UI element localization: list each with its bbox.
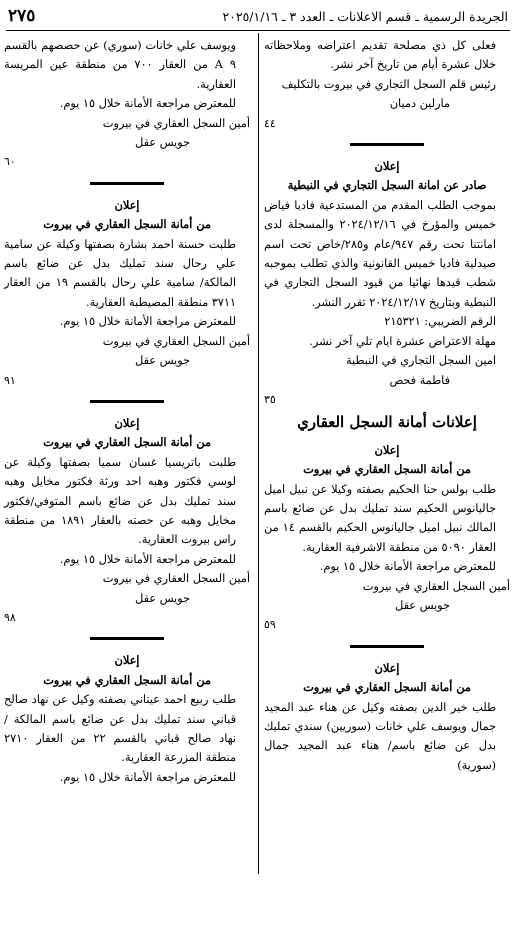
objection-deadline: مهلة الاعتراض عشرة ايام تلي آخر نشر. bbox=[309, 334, 496, 348]
signature-name: جويس عقل bbox=[395, 598, 450, 612]
signature-name: فاطمة فحص bbox=[389, 373, 450, 387]
office-line: أمين السجل العقاري في بيروت bbox=[102, 116, 250, 130]
signature-name: جويس عقل bbox=[135, 136, 190, 150]
objection-note: للمعترض مراجعة الأمانة خلال ١٥ يوم. bbox=[59, 97, 236, 111]
notice-body: طلبت حسنة احمد بشارة بصفتها وكيلة عن سامية علي رحال سند تمليك بدل عن ضائع باسم المالكة/ سامية علي رحال بالقسم ١٩ من العقار ٣٧١١ منطقة المصيطبة العقارية. bbox=[4, 237, 236, 309]
office-line: امين السجل التجاري في النبطية bbox=[345, 354, 496, 368]
section-title: إعلانات أمانة السجل العقاري bbox=[297, 413, 477, 432]
notice-title: إعلان bbox=[374, 442, 400, 457]
notice-number: ٩١ bbox=[4, 373, 16, 387]
notice-body: طلب خير الدين بصفته وكيل عن هناء عبد المجيد جمال ويوسف علي خانات (سوريين) سندي تمليك بدل عن ضائع باسم/ هناء عبد المجيد جمال (سورية) bbox=[264, 700, 496, 772]
notice-title: إعلان bbox=[374, 159, 400, 174]
notice-subtitle: من أمانة السجل العقاري في بيروت bbox=[43, 435, 211, 450]
notice-title: إعلان bbox=[114, 653, 140, 668]
notice-body: طلبت باتريسيا غسان سميا بصفتها وكيلة عن لوسي فكتور وهبه احد ورثة فكتور مخايل وهبه سند تمليك بدل عن ضائع باسم المتوفي/فكتور مخايل وهبه عن حصته بالعقار ١٨٩١ من منطقة راس بيروت العقارية. bbox=[4, 455, 236, 547]
notice-number: ٦٠ bbox=[4, 155, 16, 169]
header-title: الجريدة الرسمية ـ قسم الاعلانات ـ العدد ٣ ـ ٢٠٢٥/١/١٦ bbox=[222, 9, 508, 24]
notice-subtitle: من أمانة السجل العقاري في بيروت bbox=[43, 672, 211, 687]
ornament-divider bbox=[264, 639, 510, 653]
ornament-divider bbox=[264, 137, 510, 151]
notice-body: بموجب الطلب المقدم من المستدعية فاديا فياض خميس والمؤرخ في ٢٠٢٤/١٢/١٦ والمسجلة لدى امانتنا تحت رقم ٩٤٧/عام و٢٨٥/خاص تحت اسم صيدلية فاديا خميس القانونية والذي تطلب بموجبه شطب قيدها نهائيا من قيود السجل التجاري في النبطية وبتاريخ ٢٠٢٤/١٢/١٧ تقرر النشر. bbox=[264, 198, 497, 309]
objection-note: للمعترض مراجعة الأمانة خلال ١٥ يوم. bbox=[59, 315, 236, 329]
signature-name: جويس عقل bbox=[135, 354, 190, 368]
notice-title: إعلان bbox=[114, 415, 140, 430]
notice-body: طلب بولس حنا الحكيم بصفته وكيلا عن نبيل اميل جاليانوس الحكيم سند تمليك بدل عن ضائع باسم المالك نبيل اميل جاليانوس الحكيم بالقسم ١٤ من العقار ٥٠٩٠ من منطقة الاشرفية العقارية. bbox=[264, 482, 496, 554]
notice-subtitle: من أمانة السجل العقاري في بيروت bbox=[43, 217, 211, 232]
page-header bbox=[6, 6, 510, 28]
signature-name: جويس عقل bbox=[135, 591, 190, 605]
office-line: أمين السجل العقاري في بيروت bbox=[102, 572, 250, 586]
notice-subtitle: من أمانة السجل العقاري في بيروت bbox=[303, 462, 471, 477]
notice-subtitle: صادر عن امانة السجل التجاري في النبطية bbox=[287, 178, 487, 193]
notice-number: ٥٩ bbox=[264, 618, 276, 632]
signature-name: مارلين دميان bbox=[389, 97, 450, 111]
notice-number: ٩٨ bbox=[4, 610, 16, 624]
right-column bbox=[264, 36, 510, 775]
header-rule bbox=[6, 30, 510, 31]
office-line: رئيس قلم السجل التجاري في بيروت بالتكليف bbox=[281, 77, 496, 91]
tax-number: الرقم الضريبي: ٢١٥٣٢١ bbox=[384, 315, 496, 329]
notice-title: إعلان bbox=[114, 197, 140, 212]
notice-subtitle: من أمانة السجل العقاري في بيروت bbox=[303, 680, 471, 695]
objection-note: للمعترض مراجعة الأمانة خلال ١٥ يوم. bbox=[59, 770, 236, 784]
objection-note: للمعترض مراجعة الأمانة خلال ١٥ يوم. bbox=[319, 560, 496, 574]
ornament-divider bbox=[4, 176, 250, 190]
office-line: أمين السجل العقاري في بيروت bbox=[102, 334, 250, 348]
ornament-divider bbox=[4, 631, 250, 645]
column-divider bbox=[258, 33, 259, 874]
notice-title: إعلان bbox=[374, 660, 400, 675]
page-number: ٢٧٥ bbox=[8, 6, 36, 26]
notice-number: ٤٤ bbox=[264, 116, 276, 130]
notice-body: ويوسف علي خانات (سوري) عن حصصهم بالقسم ٩ A من العقار ٧٠٠ من منطقة عين المريسة العقارية. bbox=[4, 39, 236, 91]
paragraph: فعلى كل ذي مصلحة تقديم اعتراضه وملاحظاته خلال عشرة أيام من تاريخ آخر نشر. bbox=[264, 39, 496, 72]
objection-note: للمعترض مراجعة الأمانة خلال ١٥ يوم. bbox=[59, 552, 236, 566]
ornament-divider bbox=[4, 394, 250, 408]
left-column bbox=[4, 36, 250, 787]
notice-body: طلب ربيع احمد عيتاني بصفته وكيل عن نهاد صالح قباني سند تمليك بدل عن ضائع باسم المالكة / نهاد صالح قباني بالقسم ٢٢ من العقار ٢٧١٠ منطقة المزرعة العقارية. bbox=[4, 693, 236, 765]
notice-number: ٣٥ bbox=[264, 392, 276, 406]
office-line: أمين السجل العقاري في بيروت bbox=[362, 579, 510, 593]
